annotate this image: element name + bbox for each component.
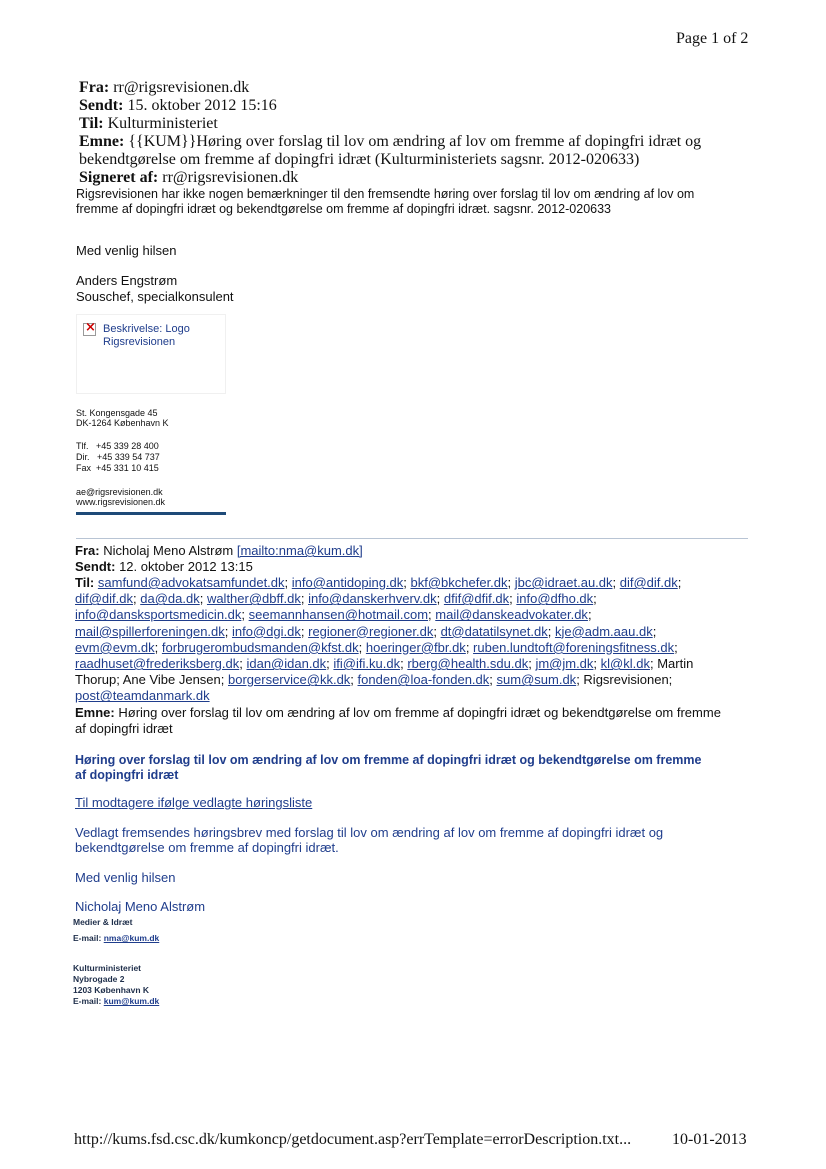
greeting-2: Med venlig hilsen [75, 870, 176, 885]
recipient-link[interactable]: info@danskerhverv.dk [308, 591, 437, 607]
recipient-link[interactable]: seemannhansen@hotmail.com [248, 607, 429, 623]
separator [76, 538, 748, 539]
recipient-link[interactable]: idan@idan.dk [246, 656, 327, 672]
heading-line-1: Høring over forslag til lov om ændring af lov om fremme af dopingfri idræt og bekendtgørelse om fremme [75, 753, 702, 767]
subject-2-value-2: af dopingfri idræt [75, 721, 173, 736]
recipient-separator: ; [509, 591, 517, 607]
recipient-link[interactable]: forbrugerombudsmanden@kfst.dk [161, 639, 359, 655]
recipient-link[interactable]: info@dgi.dk [232, 623, 301, 639]
recipient-separator: ; [133, 591, 141, 607]
address-line-1: St. Kongensgade 45 [76, 408, 158, 418]
sent-value-2: 12. oktober 2012 13:15 [119, 559, 253, 574]
body-2-line-2: bekendtgørelse om fremme af dopingfri idræt. [75, 840, 339, 855]
recipient-link[interactable]: ruben.lundtoft@foreningsfitness.dk [473, 639, 675, 655]
recipient-separator: ; [593, 656, 601, 672]
recipient-separator: ; [400, 656, 408, 672]
recipient-row-8 [75, 688, 745, 704]
recipient-separator: ; [612, 575, 620, 590]
sent-value: 15. oktober 2012 15:16 [127, 97, 277, 114]
recipient-link[interactable]: jm@jm.dk [535, 656, 594, 672]
body-line-2: fremme af dopingfri idræt og bekendtgørelse om fremme af dopingfri idræt. sagsnr. 2012-020633 [76, 202, 611, 216]
recipient-separator: ; [403, 575, 411, 590]
recipient-separator: ; [428, 607, 436, 623]
recipient-link[interactable]: raadhuset@frederiksberg.dk [75, 656, 240, 672]
recipient-separator: ; [674, 639, 678, 655]
from-value: rr@rigsrevisionen.dk [113, 79, 250, 96]
signed-value: rr@rigsrevisionen.dk [162, 169, 299, 186]
recipient-link[interactable]: walther@dbff.dk [206, 591, 301, 607]
recipient-separator: ; [358, 639, 366, 655]
recipient-separator: ; [300, 623, 309, 639]
recipient-separator: ; [465, 639, 474, 655]
logo-alt-line-2: Rigsrevisionen [103, 336, 176, 348]
to-value: Kulturministeriet [107, 115, 218, 132]
recipient-separator: ; [284, 575, 292, 590]
sent-line-2: Sendt: 12. oktober 2012 13:15 [75, 559, 253, 574]
org-name: Kulturministeriet [73, 963, 142, 973]
recipient-separator: ; [489, 672, 497, 688]
sig-email: ae@rigsrevisionen.dk [76, 487, 163, 497]
recipient-row-7 [75, 672, 745, 688]
recipient-separator: ; [239, 656, 247, 672]
from-line: Fra: rr@rigsrevisionen.dk [79, 79, 250, 96]
page-number: Page 1 of 2 [676, 30, 749, 47]
org-city: 1203 København K [73, 985, 150, 995]
phone-tlf: Tlf. +45 339 28 400 [76, 441, 159, 451]
recipient-link[interactable]: kl@kl.dk [600, 656, 650, 672]
recipient-row-1: Til: samfund@advokatsamfundet.dk; info@antidoping.dk; bkf@bkchefer.dk; jbc@idraet.au.dk; dif@dif.dk; [75, 575, 682, 590]
recipient-link[interactable]: post@teamdanmark.dk [75, 688, 210, 704]
recipient-link[interactable]: regioner@regioner.dk [308, 623, 434, 639]
recipient-separator: ; [528, 656, 536, 672]
recipient-separator: ; [593, 591, 597, 607]
recipient-row-3 [75, 607, 745, 623]
subject-value-2: bekendtgørelse om fremme af dopingfri idræt (Kulturministeriets sagsnr. 2012-020633) [79, 151, 640, 168]
greeting: Med venlig hilsen [76, 243, 177, 258]
recipients [75, 575, 745, 705]
recipient-link[interactable]: jbc@idraet.au.dk [514, 575, 613, 590]
phone-fax: Fax +45 331 10 415 [76, 463, 159, 473]
recipient-plain: Martin [657, 656, 694, 672]
to-line: Til: Kulturministeriet [79, 115, 218, 132]
subject-value-1: {{KUM}}Høring over forslag til lov om ændring af lov om fremme af dopingfri idræt og [128, 133, 702, 150]
recipient-plain-3: Rigsrevisionen; [583, 672, 673, 688]
recipient-link[interactable]: dif@dif.dk [75, 591, 133, 607]
subject-line-2: Emne: Høring over forslag til lov om ændring af lov om fremme af dopingfri idræt og bekendtgørelse om fremme [75, 705, 721, 720]
recipient-separator: ; [547, 623, 555, 639]
phone-dir: Dir. +45 339 54 737 [76, 452, 160, 462]
signed-line: Signeret af: rr@rigsrevisionen.dk [79, 169, 299, 186]
recipient-link[interactable]: info@dfho.dk [516, 591, 594, 607]
footer-date: 10-01-2013 [672, 1131, 747, 1148]
signature-bar [76, 512, 226, 515]
recipient-link[interactable]: mail@spillerforeningen.dk [75, 623, 225, 639]
recipient-link[interactable]: mail@danskeadvokater.dk [435, 607, 588, 623]
from-value-2: Nicholaj Meno Alstrøm [103, 543, 234, 558]
sent-line: Sendt: 15. oktober 2012 15:16 [79, 97, 277, 114]
subject-line: Emne: {{KUM}}Høring over forslag til lov om ændring af lov om fremme af dopingfri idræt og [79, 133, 702, 150]
sig-web: www.rigsrevisionen.dk [76, 497, 166, 507]
body-2-line-1: Vedlagt fremsendes høringsbrev med forslag til lov om ændring af lov om fremme af dopingfri idræt og [75, 825, 664, 840]
recipient-separator: ; [241, 607, 249, 623]
mailto-link[interactable]: [mailto:nma@kum.dk] [236, 543, 363, 558]
recipient-separator: ; [649, 656, 658, 672]
recipient-link[interactable]: dif@dif.dk [619, 575, 678, 590]
recipient-separator: ; [587, 607, 592, 623]
department: Medier & Idræt [73, 917, 133, 927]
recipient-separator: ; [199, 591, 207, 607]
subject-2-value-1: Høring over forslag til lov om ændring af lov om fremme af dopingfri idræt og bekendtgørelse om fremme [118, 705, 721, 720]
recipient-link[interactable]: da@da.dk [140, 591, 200, 607]
footer-url: http://kums.fsd.csc.dk/kumkoncp/getdocument.asp?errTemplate=errorDescription.txt... [74, 1131, 632, 1148]
recipient-separator: ; [436, 591, 444, 607]
recipient-link[interactable]: bkf@bkchefer.dk [410, 575, 508, 590]
recipient-link[interactable]: info@dansksportsmedicin.dk [75, 607, 242, 623]
sender-name: Anders Engstrøm [76, 273, 178, 288]
recipient-link[interactable]: fonden@loa-fonden.dk [357, 672, 490, 688]
recipient-row-5 [75, 640, 745, 656]
logo-alt-text [103, 323, 190, 349]
logo-placeholder [76, 314, 226, 394]
from-line-2: Fra: Nicholaj Meno Alstrøm [mailto:nma@kum.dk] [75, 543, 363, 558]
recipient-link[interactable]: borgerservice@kk.dk [228, 672, 351, 688]
recipient-link[interactable]: evm@evm.dk [75, 639, 155, 655]
recipient-separator: ; [433, 623, 441, 639]
address-line-2: DK-1264 København K [76, 418, 169, 428]
recipient-link[interactable]: sum@sum.dk [496, 672, 577, 688]
recipient-separator: ; [224, 623, 233, 639]
recipient-plain-2: Thorup; Ane Vibe Jensen; [75, 672, 225, 688]
recipient-separator: ; [326, 656, 334, 672]
recipient-link[interactable]: rberg@health.sdu.dk [407, 656, 529, 672]
recipient-link[interactable]: dfif@dfif.dk [443, 591, 510, 607]
recipient-link[interactable]: hoeringer@fbr.dk [365, 639, 466, 655]
heading-line-2: af dopingfri idræt [75, 768, 179, 782]
sender-email-line: E-mail: nma@kum.dk [73, 933, 160, 943]
org-email-line: E-mail: kum@kum.dk [73, 996, 160, 1006]
org-email-link[interactable]: kum@kum.dk [103, 996, 160, 1006]
broken-image-icon [83, 323, 96, 336]
sender-name-2: Nicholaj Meno Alstrøm [75, 899, 206, 914]
recipient-row-2 [75, 591, 745, 607]
logo-alt-line-1: Beskrivelse: Logo [103, 323, 190, 335]
recipient-separator: ; [350, 672, 358, 688]
sender-email-link[interactable]: nma@kum.dk [103, 933, 160, 943]
recipient-link[interactable]: dt@datatilsynet.dk [440, 623, 548, 639]
recipient-link[interactable]: info@antidoping.dk [291, 575, 404, 590]
recipient-link[interactable]: samfund@advokatsamfundet.dk [97, 575, 285, 590]
recipient-separator: ; [154, 639, 162, 655]
body-line-1: Rigsrevisionen har ikke nogen bemærkninger til den fremsendte høring over forslag til lov om ændring af lov om [76, 187, 695, 201]
recipient-link[interactable]: kje@adm.aau.dk [554, 623, 653, 639]
recipient-link[interactable]: ifi@ifi.ku.dk [333, 656, 401, 672]
recipient-separator: ; [300, 591, 309, 607]
recipient-separator: ; [507, 575, 515, 590]
recipient-row-4 [75, 624, 745, 640]
recipient-list-link[interactable]: Til modtagere ifølge vedlagte høringsliste [75, 795, 313, 810]
recipient-separator: ; [576, 672, 584, 688]
recipient-separator: ; [652, 623, 657, 639]
sender-title: Souschef, specialkonsulent [76, 289, 234, 304]
recipient-separator: ; [677, 575, 682, 590]
recipient-row-6 [75, 656, 745, 672]
org-street: Nybrogade 2 [73, 974, 125, 984]
